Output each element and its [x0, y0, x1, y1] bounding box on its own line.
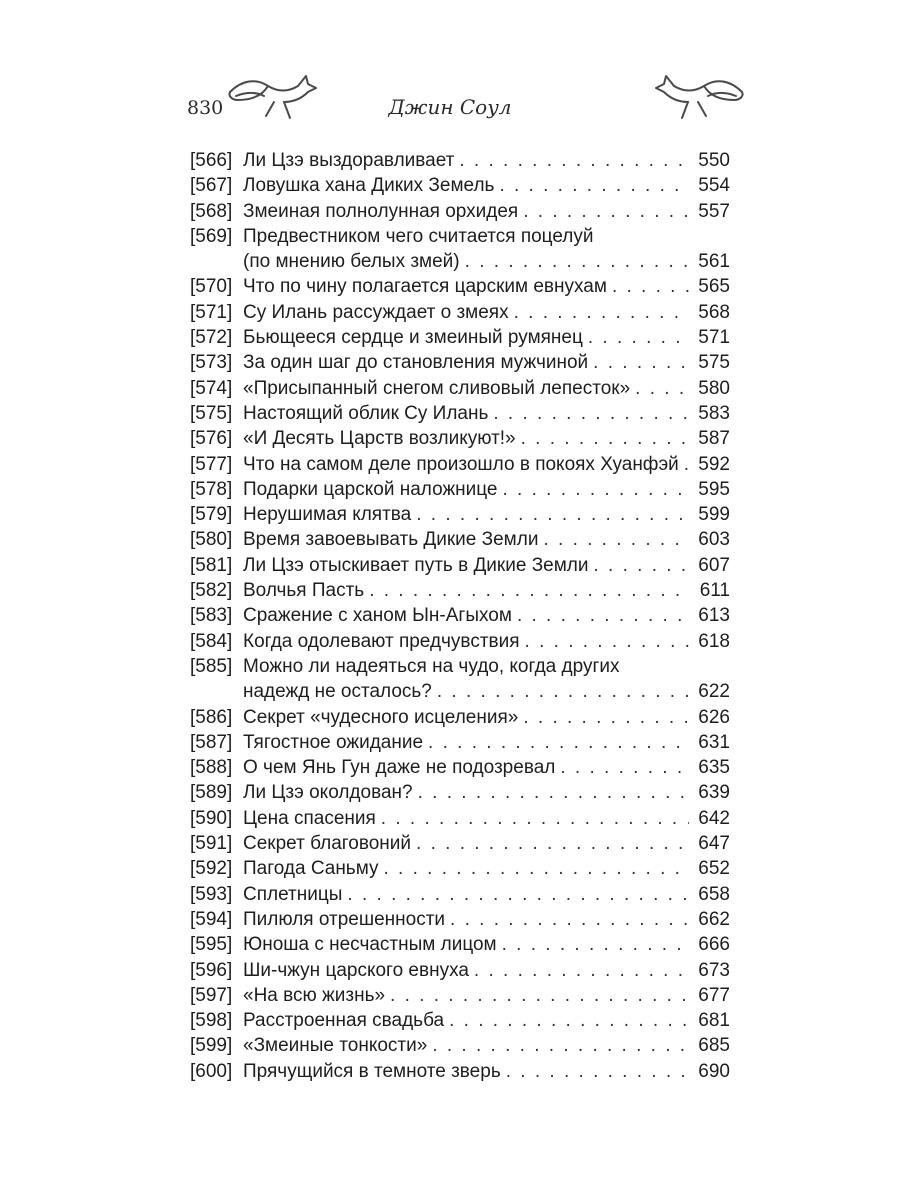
chapter-title: Пилюля отрешенности: [243, 908, 446, 930]
page-ref: 568: [698, 301, 730, 323]
dot-leader: [449, 1008, 689, 1033]
toc-entry: [190, 452, 730, 477]
dot-leader: [588, 325, 689, 350]
page-ref: 666: [698, 934, 730, 956]
chapter-number: [569]: [190, 225, 233, 247]
chapter-number: [566]: [190, 150, 233, 171]
page-ref: 622: [698, 681, 730, 703]
chapter-number: [579]: [190, 504, 233, 526]
dot-leader: [521, 426, 689, 451]
dot-leader: [525, 629, 689, 654]
chapter-number: [575]: [190, 402, 233, 424]
toc-line: [190, 907, 730, 932]
toc-entry: [190, 376, 730, 401]
toc-entry: [190, 1008, 730, 1033]
toc-line: [190, 780, 730, 805]
toc-line: [190, 274, 730, 299]
toc-line: [190, 679, 730, 704]
chapter-number: [589]: [190, 782, 233, 804]
chapter-number: [600]: [190, 1060, 233, 1082]
toc-line: [190, 173, 730, 198]
chapter-number: [587]: [190, 731, 233, 753]
toc-entry: [190, 426, 730, 451]
page-header: [0, 0, 900, 140]
chapter-number: [593]: [190, 883, 233, 905]
dot-leader: [416, 831, 689, 856]
toc-line: [190, 325, 730, 350]
chapter-title: Предвестником чего считается поцелуй: [243, 225, 594, 247]
dot-leader: [514, 300, 689, 325]
chapter-title: Пагода Саньму: [243, 858, 379, 880]
page-number: 830: [187, 97, 224, 119]
dot-leader: [369, 578, 689, 603]
toc-line: [190, 224, 730, 249]
dot-leader: [347, 882, 689, 907]
toc-line: [190, 806, 730, 831]
chapter-number: [576]: [190, 428, 233, 450]
page-ref: 607: [698, 554, 730, 576]
page-ref: 685: [698, 1035, 730, 1057]
toc-line: [190, 856, 730, 881]
dot-leader: [684, 452, 689, 477]
toc-entry: [190, 907, 730, 932]
chapter-number: [596]: [190, 959, 233, 981]
toc-entry: [190, 730, 730, 755]
chapter-title: Что по чину полагается царским евнухам: [243, 276, 607, 298]
chapter-number: [567]: [190, 175, 233, 197]
chapter-number: [585]: [190, 655, 233, 677]
toc-entry: [190, 629, 730, 654]
chapter-number: [599]: [190, 1035, 233, 1057]
toc-entry: [190, 173, 730, 198]
toc-line: [190, 350, 730, 375]
running-title: Джин Соул: [388, 95, 512, 119]
dot-leader: [459, 148, 689, 173]
toc-entry: [190, 1059, 730, 1084]
chapter-title: Сражение с ханом Ын-Агыхом: [243, 605, 512, 627]
toc-line: [190, 300, 730, 325]
chapter-number: [581]: [190, 554, 233, 576]
chapter-title: Ли Цзэ околдован?: [243, 782, 413, 804]
chapter-title: Прячущийся в темноте зверь: [243, 1060, 501, 1082]
chapter-title: Время завоевывать Дикие Земли: [243, 529, 539, 551]
chapter-title: Бьющееся сердце и змеиный румянец: [243, 327, 583, 349]
toc-line: [190, 452, 730, 477]
dot-leader: [384, 856, 690, 881]
chapter-title: Секрет «чудесного исцеления»: [243, 706, 519, 728]
chapter-title: Ли Цзэ отыскивает путь в Дикие Земли: [243, 554, 589, 576]
toc-entry: [190, 780, 730, 805]
table-of-contents: [190, 148, 730, 1084]
chapter-title: «И Десять Царств возликуют!»: [243, 428, 516, 450]
toc-entry: [190, 578, 730, 603]
chapter-number: [577]: [190, 453, 233, 475]
chapter-title: Ли Цзэ выздоравливает: [243, 150, 455, 171]
chapter-number: [582]: [190, 580, 233, 602]
fox-ornament-icon: [650, 62, 750, 124]
page-ref: 599: [698, 504, 730, 526]
toc-line: [190, 654, 730, 679]
chapter-number: [583]: [190, 605, 233, 627]
chapter-title: Настоящий облик Су Илань: [243, 402, 489, 424]
page-ref: 587: [698, 428, 730, 450]
dot-leader: [593, 350, 689, 375]
chapter-number: [570]: [190, 276, 233, 298]
toc-line: [190, 629, 730, 654]
toc-entry: [190, 325, 730, 350]
toc-line: [190, 705, 730, 730]
chapter-title: Ши-чжун царского евнуха: [243, 959, 469, 981]
chapter-title: Когда одолевают предчувствия: [243, 630, 520, 652]
chapter-title-continuation: надежд не осталось?: [243, 681, 432, 703]
page-ref: 595: [698, 478, 730, 500]
toc-entry: [190, 224, 730, 275]
chapter-title: Секрет благовоний: [243, 833, 412, 855]
page-ref: 631: [698, 731, 730, 753]
chapter-number: [590]: [190, 807, 233, 829]
chapter-number: [598]: [190, 1010, 233, 1032]
page-ref: 565: [698, 276, 730, 298]
chapter-number: [588]: [190, 757, 233, 779]
toc-entry: [190, 654, 730, 705]
toc-line: [190, 199, 730, 224]
dot-leader: [543, 527, 689, 552]
page-ref: 592: [698, 453, 730, 475]
chapter-title: Юноша с несчастным лицом: [243, 934, 497, 956]
chapter-number: [592]: [190, 858, 233, 880]
dot-leader: [416, 502, 689, 527]
chapter-title: Волчья Пасть: [243, 580, 365, 602]
toc-entry: [190, 882, 730, 907]
toc-entry: [190, 553, 730, 578]
toc-entry: [190, 806, 730, 831]
page-ref: 673: [698, 959, 730, 981]
chapter-number: [572]: [190, 327, 233, 349]
chapter-number: [591]: [190, 833, 233, 855]
dot-leader: [612, 274, 689, 299]
page-ref: 647: [698, 833, 730, 855]
page-ref: 639: [698, 782, 730, 804]
page-ref: 575: [698, 352, 730, 374]
dot-leader: [432, 1033, 689, 1058]
page-ref: 681: [698, 1010, 730, 1032]
chapter-title: «Змеиные тонкости»: [243, 1035, 428, 1057]
toc-line: [190, 578, 730, 603]
chapter-title-continuation: (по мнению белых змей): [243, 251, 460, 273]
chapter-title: Змеиная полнолунная орхидея: [243, 200, 519, 222]
toc-entry: [190, 856, 730, 881]
chapter-number: [584]: [190, 630, 233, 652]
toc-line: [190, 249, 730, 274]
toc-line: [190, 502, 730, 527]
dot-leader: [523, 705, 689, 730]
dot-leader: [428, 730, 689, 755]
page-ref: 550: [698, 150, 730, 171]
toc-line: [190, 932, 730, 957]
toc-entry: [190, 831, 730, 856]
page-ref: 557: [698, 200, 730, 222]
page-ref: 642: [698, 807, 730, 829]
chapter-number: [578]: [190, 478, 233, 500]
page-ref: 554: [698, 175, 730, 197]
chapter-title: Су Илань рассуждает о змеях: [243, 301, 509, 323]
page-ref: 690: [698, 1060, 730, 1082]
dot-leader: [437, 679, 689, 704]
toc-line: [190, 831, 730, 856]
dot-leader: [506, 1059, 689, 1084]
toc-line: [190, 1008, 730, 1033]
toc-entry: [190, 300, 730, 325]
dot-leader: [517, 603, 689, 628]
dot-leader: [450, 907, 689, 932]
page-ref: 583: [698, 402, 730, 424]
chapter-number: [568]: [190, 200, 233, 222]
toc-entry: [190, 983, 730, 1008]
page-ref: 613: [698, 605, 730, 627]
toc-line: [190, 983, 730, 1008]
chapter-title: Цена спасения: [243, 807, 376, 829]
chapter-title: «Присыпанный снегом сливовый лепесток»: [243, 377, 631, 399]
toc-line: [190, 401, 730, 426]
toc-line: [190, 755, 730, 780]
page-ref: 603: [698, 529, 730, 551]
dot-leader: [523, 199, 689, 224]
toc-entry: [190, 148, 730, 173]
chapter-number: [597]: [190, 984, 233, 1006]
chapter-title: Ловушка хана Диких Земель: [243, 175, 495, 197]
toc-line: [190, 148, 730, 173]
dot-leader: [474, 958, 689, 983]
page-ref: 677: [698, 984, 730, 1006]
toc-entry: [190, 401, 730, 426]
toc-line: [190, 426, 730, 451]
toc-entry: [190, 1033, 730, 1058]
page-ref: 635: [698, 757, 730, 779]
page-ref: 561: [698, 251, 730, 273]
chapter-number: [595]: [190, 934, 233, 956]
page-ref: 662: [698, 908, 730, 930]
chapter-number: [580]: [190, 529, 233, 551]
chapter-title: Что на самом деле произошло в покоях Хуанфэй: [243, 453, 679, 475]
dot-leader: [503, 477, 690, 502]
toc-line: [190, 1059, 730, 1084]
toc-entry: [190, 477, 730, 502]
chapter-title: Расстроенная свадьба: [243, 1010, 445, 1032]
dot-leader: [465, 249, 689, 274]
chapter-number: [586]: [190, 706, 233, 728]
toc-line: [190, 553, 730, 578]
dot-leader: [502, 932, 689, 957]
page-ref: 571: [698, 327, 730, 349]
toc-entry: [190, 350, 730, 375]
chapter-title: «На всю жизнь»: [243, 984, 386, 1006]
dot-leader: [594, 553, 690, 578]
toc-entry: [190, 199, 730, 224]
page-ref: 626: [698, 706, 730, 728]
dot-leader: [418, 780, 689, 805]
toc-entry: [190, 527, 730, 552]
page-ref: 611: [699, 580, 730, 602]
toc-entry: [190, 274, 730, 299]
dot-leader: [390, 983, 689, 1008]
dot-leader: [635, 376, 689, 401]
toc-entry: [190, 958, 730, 983]
chapter-title: Сплетницы: [243, 883, 343, 905]
toc-line: [190, 603, 730, 628]
chapter-title: Тягостное ожидание: [243, 731, 424, 753]
dot-leader: [499, 173, 689, 198]
toc-line: [190, 477, 730, 502]
toc-entry: [190, 932, 730, 957]
dot-leader: [560, 755, 689, 780]
toc-line: [190, 1033, 730, 1058]
chapter-number: [574]: [190, 377, 233, 399]
chapter-title: О чем Янь Гун даже не подозревал: [243, 757, 556, 779]
toc-line: [190, 882, 730, 907]
toc-line: [190, 527, 730, 552]
toc-entry: [190, 603, 730, 628]
dot-leader: [381, 806, 689, 831]
toc-entry: [190, 502, 730, 527]
toc-line: [190, 958, 730, 983]
page-ref: 618: [698, 630, 730, 652]
chapter-title: Можно ли надеяться на чудо, когда других: [243, 655, 620, 677]
chapter-title: За один шаг до становления мужчиной: [243, 352, 589, 374]
chapter-number: [573]: [190, 352, 233, 374]
chapter-number: [571]: [190, 301, 233, 323]
chapter-number: [594]: [190, 908, 233, 930]
chapter-title: Нерушимая клятва: [243, 504, 412, 526]
page-ref: 580: [698, 377, 730, 399]
toc-entry: [190, 705, 730, 730]
page-ref: 652: [698, 858, 730, 880]
dot-leader: [493, 401, 689, 426]
toc-line: [190, 730, 730, 755]
toc-line: [190, 376, 730, 401]
page-ref: 658: [698, 883, 730, 905]
toc-entry: [190, 755, 730, 780]
chapter-title: Подарки царской наложнице: [243, 478, 498, 500]
